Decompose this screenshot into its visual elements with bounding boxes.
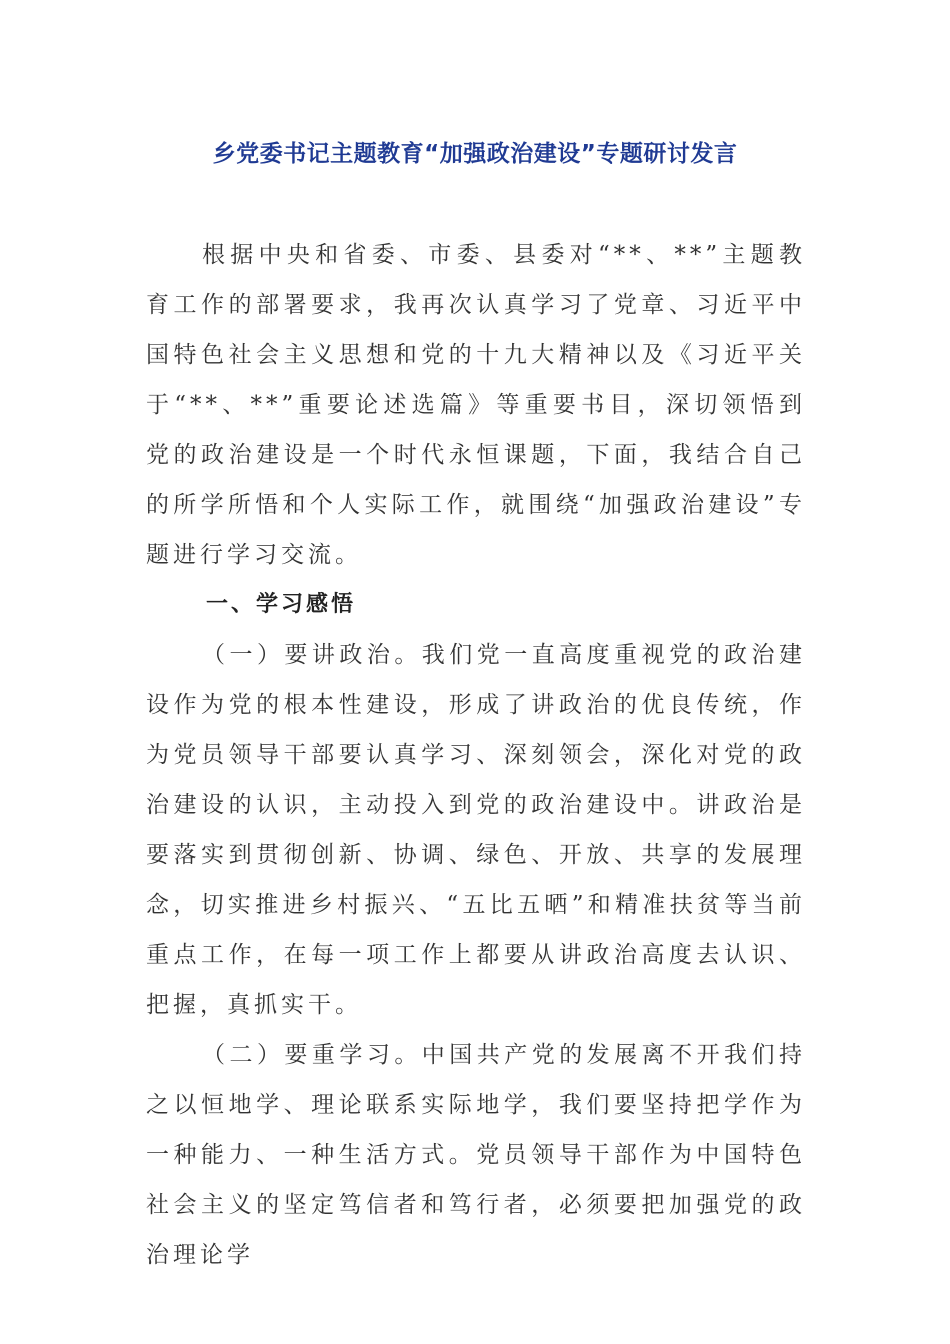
paragraph-politics: （一）要讲政治。我们党一直高度重视党的政治建设作为党的根本性建设，形成了讲政治的优良传统，作为党员领导干部要认真学习、深刻领会，深化对党的政治建设的认识，主动投入到党的政治建设中。讲政治是要落实到贯彻创新、协调、绿色、开放、共享的发展理念，切实推进乡村振兴、“五比五晒”和精准扶贫等当前重点工作，在每一项工作上都要从讲政治高度去认识、把握，真抓实干。: [146, 642, 806, 1018]
paragraph-study: （二）要重学习。中国共产党的发展离不开我们持之以恒地学、理论联系实际地学，我们要坚持把学作为一种能力、一种生活方式。党员领导干部作为中国特色社会主义的坚定笃信者和笃行者，必须要把加强党的政治理论学: [146, 1042, 806, 1268]
document-body: [146, 230, 806, 1280]
document-title: 乡党委书记主题教育“加强政治建设”专题研讨发言: [212, 141, 738, 167]
section-heading-learning: 一、学习感悟: [206, 592, 357, 617]
intro-paragraph: 根据中央和省委、市委、县委对“**、**”主题教育工作的部署要求，我再次认真学习了党章、习近平中国特色社会主义思想和党的十九大精神以及《习近平关于“**、**”重要论述选篇》等重要书目，深切领悟到党的政治建设是一个时代永恒课题，下面，我结合自己的所学所悟和个人实际工作，就围绕“加强政治建设”专题进行学习交流。: [146, 242, 806, 568]
